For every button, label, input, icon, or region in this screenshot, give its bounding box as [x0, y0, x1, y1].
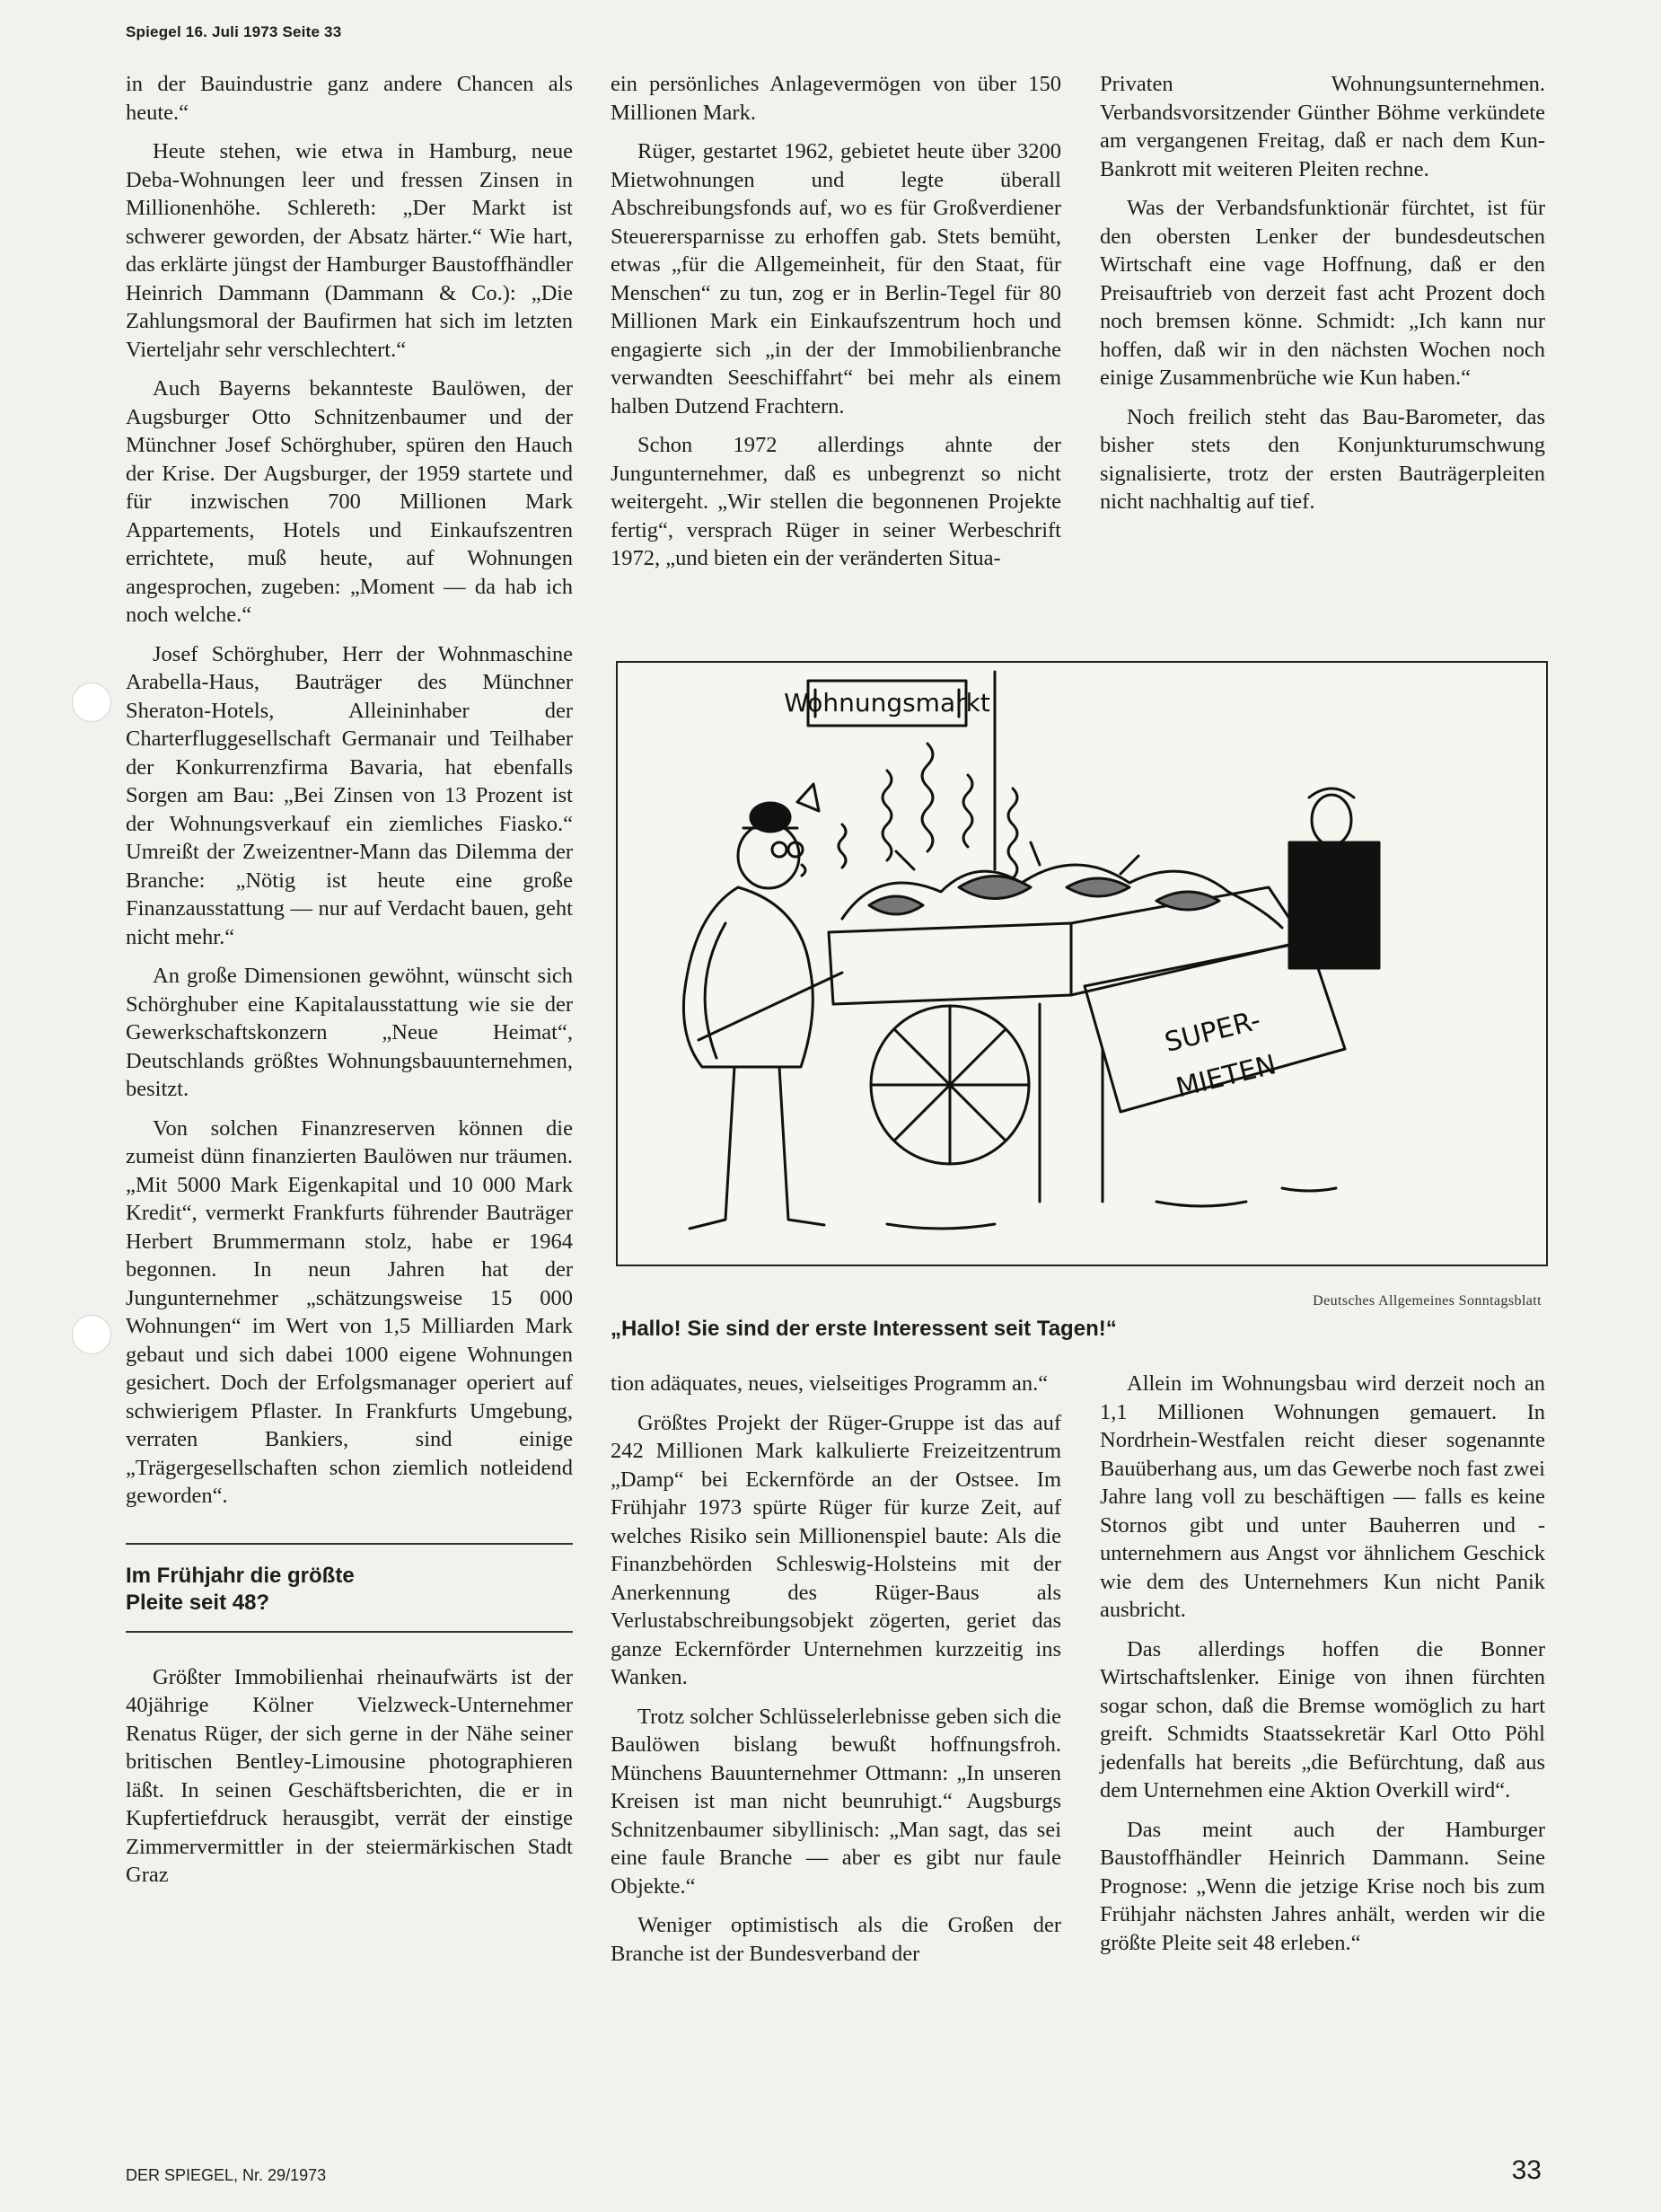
cart-body: [829, 923, 1071, 1004]
punch-hole-top: [72, 683, 111, 722]
paragraph: Allein im Wohnungsbau wird derzeit noch an 1,1 Millionen Wohnungen gemauert. In Nordrhein-Westfalen reicht dieser sogenannte Bauüberhang aus, um das Gewerbe noch fast zwei Jahre lang voll zu beschäftigen — falls es keine Stornos gibt und unter Bauherren und -unternehmern aus Angst vor ähnlichem Geschick wie dem des Unternehmers Kun nicht Panik ausbricht.: [1100, 1371, 1545, 1622]
paragraph: Von solchen Finanzreserven können die zumeist dünn finanzierten Baulöwen nur träumen. „Mit 5000 Mark Eigenkapital und 10 000 Mark Kredit“, vermerkt Frankfurts führender Bauträger Herbert Brummermann stolz, habe er 1964 begonnen. In neun Jahren hat der Jungunternehmer „schätzungsweise 15 000 Wohnungen“ im Wert von 1,5 Milliarden Mark gebaut und sich dabei 1000 eigene Wohnungen gesichert. Doch der Erfolgsmanager operiert auf schwierigem Pflaster. In Frankfurts Umgebung, verraten Bankiers, sind einige „Trägergesellschaften schon ziemlich notleidend geworden“.: [126, 1115, 573, 1508]
paragraph: Weniger optimistisch als die Großen der Branche ist der Bundesverband der: [611, 1913, 1061, 1966]
paragraph: Josef Schörghuber, Herr der Wohnmaschine Arabella-Haus, Bauträger des Münchner Sheraton-Hotels, Alleininhaber der Charterfluggesellschaft Germanair und Teilhaber der Konkurrenzfirma Bavaria, hat ebenfalls Sorgen am Bau: „Bei Zinsen von 13 Prozent ist der Wohnungsverkauf ein ziemliches Fiasko.“ Umreißt der Zweizentner-Mann das Dilemma der Branche: „Nötig ist heute eine große Finanzausstattung — nur auf Verdacht bauen, geht nicht mehr.“: [126, 641, 573, 949]
steam-line: [839, 824, 846, 868]
paragraph: Trotz solcher Schlüsselerlebnisse geben sich die Baulöwen bislang bewußt hoffnungsfroh. Münchens Bauunternehmer Ottmann: „In unseren Kreisen ist man nicht beunruhigt.“ Augsburgs Schnitzenbaumer sibyllinisch: „Man sagt, das sei eine faule Branche — aber es gibt nur faule Objekte.“: [611, 1704, 1061, 1899]
paragraph: Was der Verbandsfunktionär fürchtet, ist für den obersten Lenker der bundesdeutschen Wirtschaft eine vage Hoffnung, daß er den Preisauftrieb von derzeit fast acht Prozent doch noch bremsen könne. Schmidt: „Ich kann nur hoffen, daß wir in den nächsten Wochen noch einige Zusammenbrüche wie Kun haben.“: [1100, 196, 1545, 390]
cart-label-line-1: SUPER-: [1161, 1004, 1264, 1059]
article-column-1: [126, 70, 573, 1900]
article-column-2: [611, 70, 1061, 584]
steam-line: [963, 775, 972, 847]
sign-text: Wohnungsmarkt: [784, 688, 990, 718]
paragraph: An große Dimensionen gewöhnt, wünscht sich Schörghuber eine Kapitalausstattung wie sie der Gewerkschaftskonzern „Neue Heimat“, Deutschlands größtes Wohnungsbauunternehmen, besitzt.: [126, 964, 573, 1101]
cartoon-drawing: [618, 663, 1546, 1265]
paragraph: tion adäquates, neues, vielseitiges Programm an.“: [611, 1371, 1049, 1396]
section-subheading: [126, 1543, 573, 1633]
punch-hole-bottom: [72, 1315, 111, 1354]
subheading-line-2: Pleite seit 48?: [126, 1590, 270, 1615]
article-column-3: [1100, 70, 1545, 527]
woman-body: [1289, 842, 1379, 968]
steam-line: [1008, 789, 1017, 878]
article-column-2-lower: [611, 1370, 1061, 1978]
woman-head: [1312, 795, 1351, 845]
article-column-3-lower: [1100, 1370, 1545, 1968]
paragraph: in der Bauindustrie ganz andere Chancen als heute.“: [126, 72, 573, 125]
paragraph: Größter Immobilienhai rheinaufwärts ist der 40jährige Kölner Vielzweck-Unternehmer Renatus Rüger, der sich gerne in der Nähe seiner britischen Bentley-Limousine photographieren läßt. In seinen Geschäftsberichten, die er in Kupfertiefdruck herausgibt, verrät der einstige Zimmervermittler in der steiermärkischen Stadt Graz: [126, 1664, 573, 1887]
paragraph: Heute stehen, wie etwa in Hamburg, neue Deba-Wohnungen leer und fressen Zinsen in Millionenhöhe. Schlereth: „Der Markt ist schwerer geworden, der Absatz härter.“ Wie hart, das erklärte jüngst der Hamburger Baustoffhändler Heinrich Dammann (Dammann & Co.): „Die Zahlungsmoral der Baufirmen hat sich im letzten Vierteljahr sehr verschlechtert.“: [126, 139, 573, 362]
page-number: 33: [1511, 2155, 1542, 2185]
steam-line: [922, 744, 933, 851]
cart-label-line-2: MIETEN: [1173, 1049, 1279, 1105]
paragraph: Rüger, gestartet 1962, gebietet heute über 3200 Mietwohnungen und legte überall Abschreibungsfonds auf, wo es für Großverdiener Steuerersparnisse zu erhoffen gab. Stets bemüht, etwas „für die Allgemeinheit, für den Staat, für Menschen“ zu tun, zog er in Berlin-Tegel für 80 Millionen Mark ein Einkaufszentrum hoch und engagierte sich „in der der Immobilienbranche verwandten Seeschiffahrt“ bei mehr als einem halben Dutzend Frachtern.: [611, 139, 1061, 419]
man-leg: [690, 1067, 734, 1229]
paragraph: Privaten Wohnungsunternehmen. Verbandsvorsitzender Günther Böhme verkündete am vergangenen Freitag, daß er nach dem Kun-Bankrott mit weiteren Pleiten rechne.: [1100, 72, 1545, 181]
paragraph: Schon 1972 allerdings ahnte der Jungunternehmer, daß es unbegrenzt so nicht weitergeht. „Wir stellen die begonnenen Projekte fertig“, versprach Rüger in seiner Werbeschrift 1972, „und bieten ein der veränderten Situa-: [611, 433, 1061, 570]
paragraph: Das meint auch der Hamburger Baustoffhändler Heinrich Dammann. Seine Prognose: „Wenn die jetzige Krise noch bis zum Frühjahr nächsten Jahres anhält, werden wir die größte Pleite seit 48 erleben.“: [1100, 1817, 1545, 1955]
paragraph: ein persönliches Anlagevermögen von über 150 Millionen Mark.: [611, 72, 1061, 125]
paragraph: Auch Bayerns bekannteste Baulöwen, der Augsburger Otto Schnitzenbaumer und der Münchner Josef Schörghuber, spüren den Hauch der Krise. Der Augsburger, der 1959 startete und für inzwischen 700 Millionen Mark Appartements, Hotels und Einkaufszentren errichtete, muß heute, auf Wohnungen angesprochen, zugeben: „Moment — da hab ich noch welche.“: [126, 376, 573, 627]
cartoon-credit: Deutsches Allgemeines Sonntagsblatt: [1313, 1293, 1542, 1309]
paragraph: Noch freilich steht das Bau-Barometer, das bisher stets den Konjunkturumschwung signalisierte, trotz der ersten Bauträgerpleiten nicht nachhaltig auf tief.: [1100, 404, 1545, 514]
cartoon-caption: „Hallo! Sie sind der erste Interessent seit Tagen!“: [611, 1317, 1117, 1341]
paragraph: Das allerdings hoffen die Bonner Wirtschaftslenker. Einige von ihnen fürchten sogar schon, daß die Bremse womöglich zu hart greift. Schmidts Staatssekretär Karl Otto Pöhl jedenfalls hat bereits „die Befürchtung, daß aus dem Unternehmen eine Aktion Overkill wird“.: [1100, 1636, 1545, 1802]
subheading-line-1: Im Frühjahr die größte: [126, 1563, 355, 1588]
magazine-footer: DER SPIEGEL, Nr. 29/1973: [126, 2166, 327, 2184]
cartoon-illustration: [616, 661, 1548, 1266]
man-body: [683, 887, 813, 1067]
page-header: Spiegel 16. Juli 1973 Seite 33: [126, 23, 342, 40]
paragraph: Größtes Projekt der Rüger-Gruppe ist das auf 242 Millionen Mark kalkulierte Freizeitzentrum „Damp“ bei Eckernförde an der Ostsee. Im Frühjahr 1973 spürte Rüger für kurze Zeit, auf welches Risiko sein Millionenspiel baute: Als die Finanzbehörden Schleswig-Holsteins mit der Anerkennung des Rüger-Baus als Verlustabschreibungsobjekt zögerten, geriet das ganze Eckernförder Unternehmen kurzzeitig ins Wanken.: [611, 1410, 1061, 1689]
cart-handle: [699, 973, 842, 1040]
man-leg: [779, 1067, 824, 1225]
steam-line: [883, 771, 892, 860]
